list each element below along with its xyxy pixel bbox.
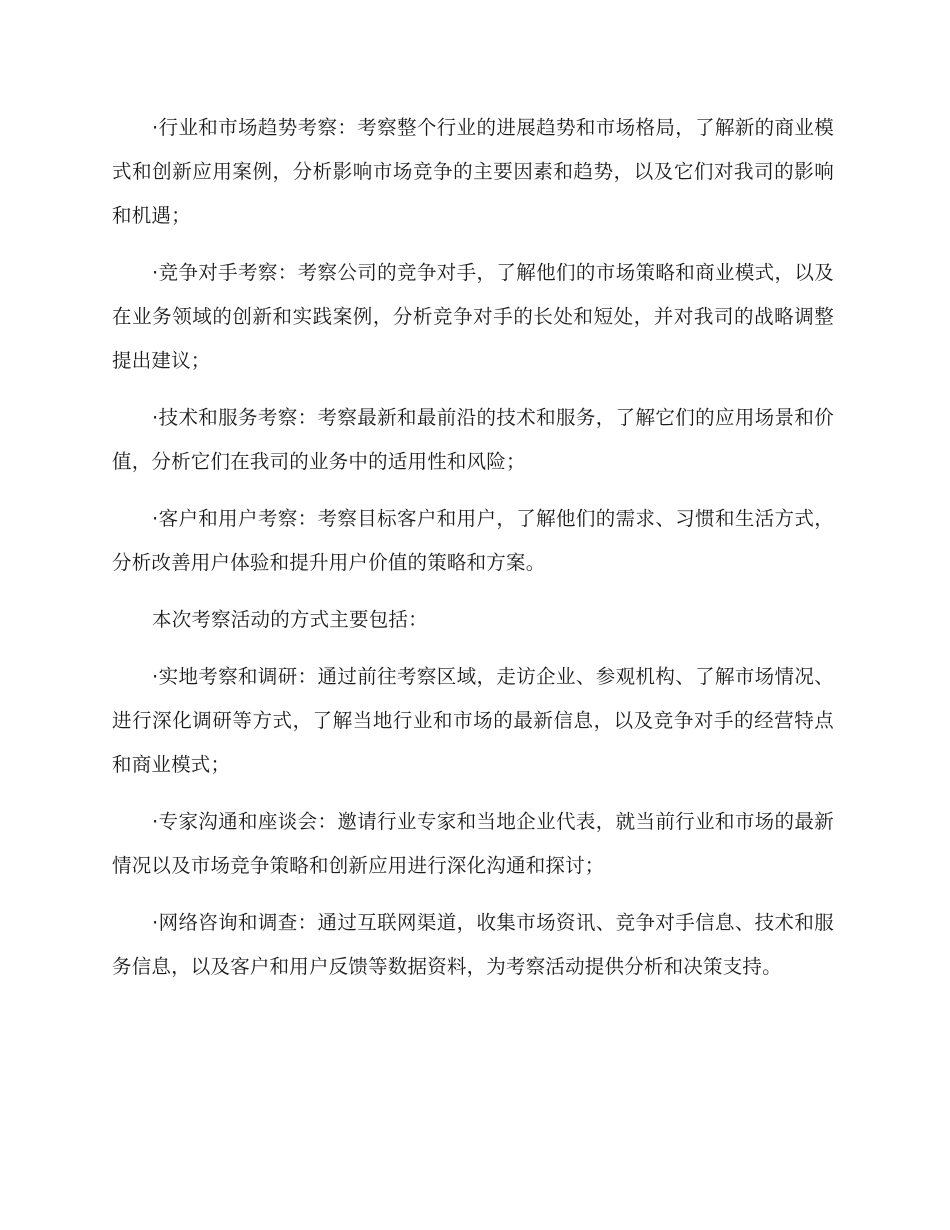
document-body (112, 106, 834, 1002)
paragraph-expert-symposium: ·专家沟通和座谈会：邀请行业专家和当地企业代表，就当前行业和市场的最新情况以及市场竞争策略和创新应用进行深化沟通和探讨； (112, 810, 834, 877)
paragraph-methods-intro: 本次考察活动的方式主要包括： (152, 608, 428, 631)
paragraph-field-research: ·实地考察和调研：通过前往考察区域，走访企业、参观机构、了解市场情况、进行深化调研等方式，了解当地行业和市场的最新信息，以及竞争对手的经营特点和商业模式； (112, 665, 834, 776)
paragraph-customer-user-survey: ·客户和用户考察：考察目标客户和用户，了解他们的需求、习惯和生活方式，分析改善用户体验和提升用户价值的策略和方案。 (112, 507, 834, 574)
paragraph-competitor-survey: ·竞争对手考察：考察公司的竞争对手，了解他们的市场策略和商业模式，以及在业务领域的创新和实践案例，分析竞争对手的长处和短处，并对我司的战略调整提出建议； (112, 261, 834, 372)
paragraph-technology-service-survey: ·技术和服务考察：考察最新和最前沿的技术和服务，了解它们的应用场景和价值，分析它们在我司的业务中的适用性和风险； (112, 406, 834, 473)
paragraph-industry-market-survey: ·行业和市场趋势考察：考察整个行业的进展趋势和市场格局，了解新的商业模式和创新应用案例，分析影响市场竞争的主要因素和趋势，以及它们对我司的影响和机遇； (112, 116, 834, 227)
paragraph-online-consultation: ·网络咨询和调查：通过互联网渠道，收集市场资讯、竞争对手信息、技术和服务信息，以及客户和用户反馈等数据资料，为考察活动提供分析和决策支持。 (112, 911, 834, 978)
